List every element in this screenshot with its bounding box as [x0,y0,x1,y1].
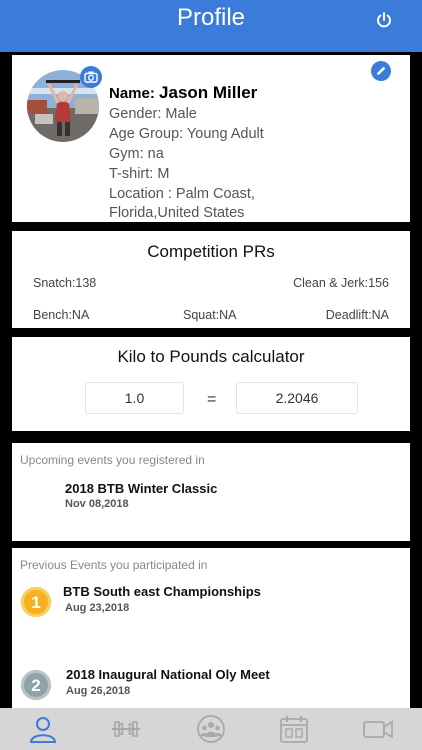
medal-number: 1 [31,593,41,612]
event-date: Aug 23,2018 [65,602,130,614]
bench-pr: Bench:NA [33,308,90,322]
barbell-icon[interactable] [110,714,142,744]
gender-text: Gender: Male [109,106,197,122]
profile-info [109,83,399,222]
gold-medal-icon [21,587,51,617]
pencil-icon[interactable] [371,61,391,81]
name-line [109,83,399,104]
video-camera-icon[interactable] [362,714,394,744]
page-title: Profile [176,4,246,31]
event-name: 2018 Inaugural National Oly Meet [66,667,270,682]
previous-events-label: Previous Events you participated in [20,558,208,572]
silver-medal-icon [21,670,51,700]
location-line2: Florida,United States [109,205,245,221]
app-header [0,0,422,52]
location-line1: Location : Palm Coast, [109,186,255,202]
competition-prs-card [12,231,410,328]
event-date: Nov 08,2018 [65,498,129,510]
camera-icon[interactable] [80,66,102,88]
snatch-pr: Snatch:138 [33,276,97,290]
calendar-icon[interactable] [278,714,310,744]
group-icon[interactable] [195,714,227,744]
calculator-title: Kilo to Pounds calculator [117,347,305,366]
deadlift-pr: Deadlift:NA [325,308,389,322]
kilo-input[interactable]: 1.0 [85,382,184,414]
pounds-output: 2.2046 [236,382,358,414]
event-date: Aug 26,2018 [66,685,131,697]
tshirt-text: T-shirt: M [109,166,170,182]
squat-pr: Squat:NA [183,308,237,322]
upcoming-events-label: Upcoming events you registered in [20,453,205,467]
power-icon[interactable] [374,10,394,30]
prs-title: Competition PRs [147,242,275,261]
event-name: BTB South east Championships [63,584,261,599]
previous-events-card [12,548,410,708]
profile-icon[interactable] [27,714,59,744]
age-group-text: Age Group: Young Adult [109,126,264,142]
event-name: 2018 BTB Winter Classic [65,481,218,496]
profile-card [12,55,410,222]
clean-jerk-pr: Clean & Jerk:156 [293,276,389,290]
user-name: Jason Miller [159,83,258,102]
upcoming-events-card [12,443,410,541]
gym-text: Gym: na [109,146,164,162]
equals-sign: = [207,391,217,408]
bottom-nav [0,708,422,750]
name-label: Name: [109,85,155,102]
kilo-pounds-calculator-card [12,337,410,431]
medal-number: 2 [31,676,41,695]
